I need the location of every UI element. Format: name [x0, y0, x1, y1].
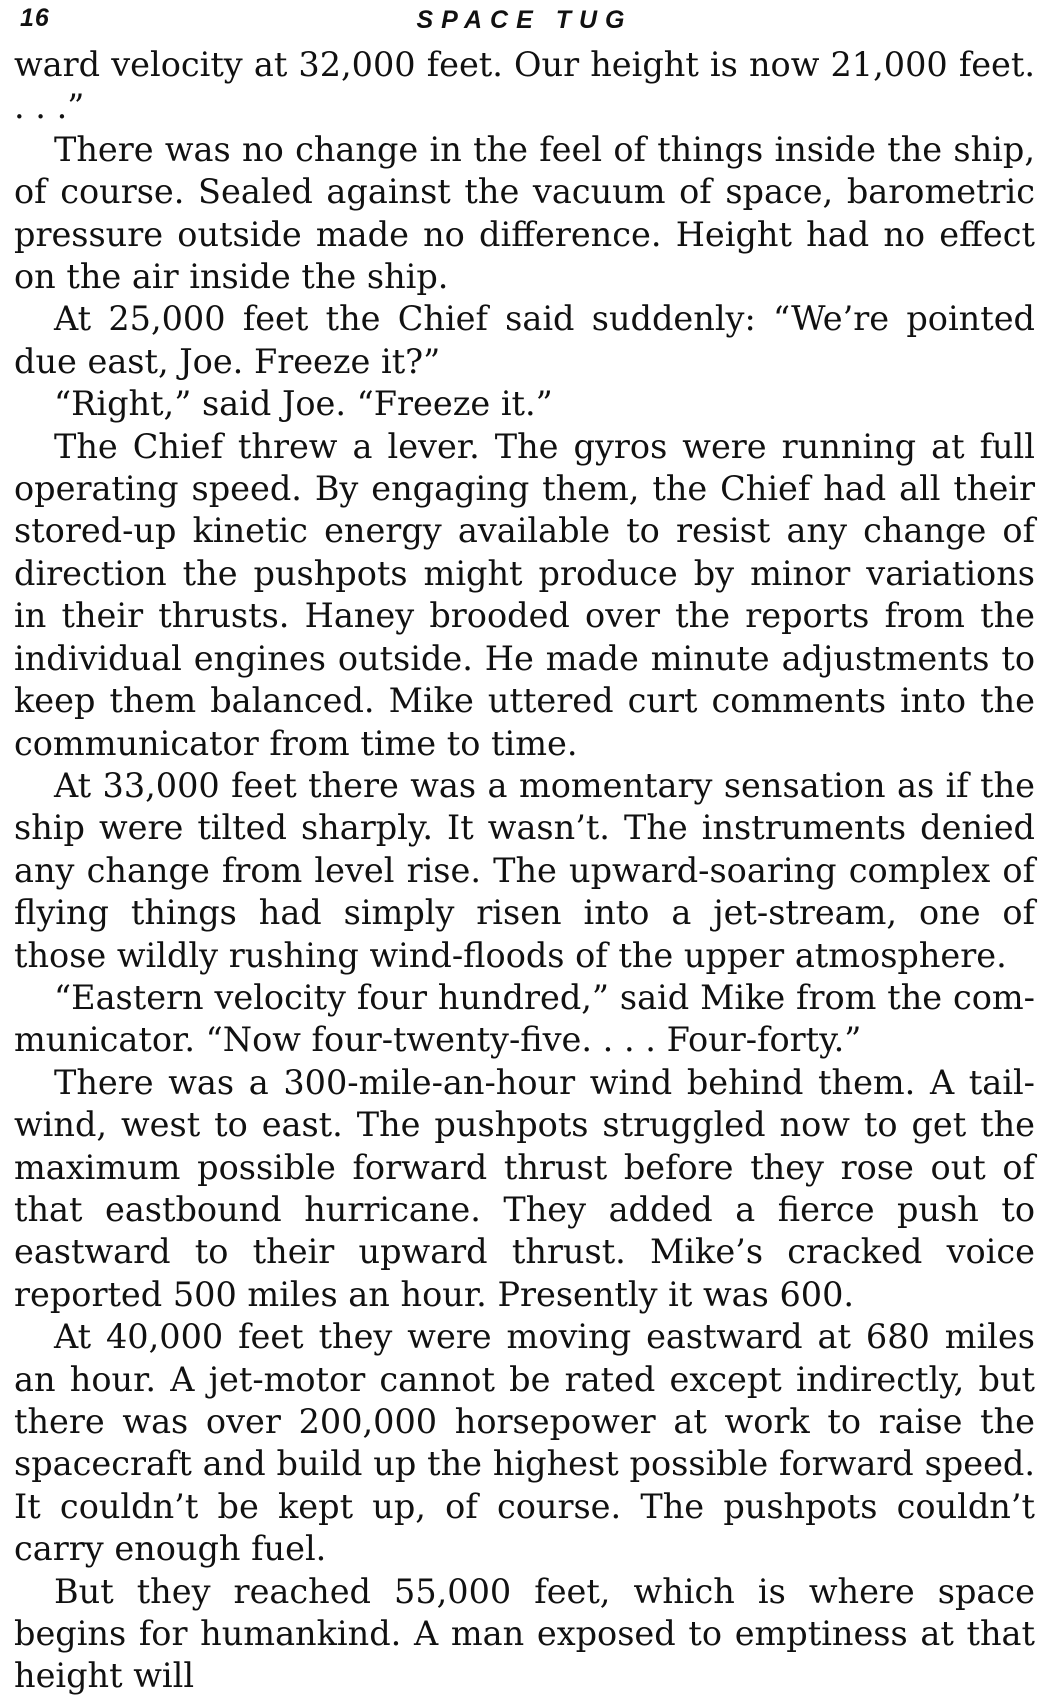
paragraph: But they reached 55,000 feet, which is where space begins for humankind. A man exposed to emptiness at that height will: [14, 1571, 1035, 1696]
body-text: [14, 44, 1035, 1698]
page-number: 16: [20, 4, 50, 32]
paragraph: There was a 300-mile-an-hour wind behind them. A tailwind, west to east. The pushpots struggled now to get the maximum possible forward thrust before they rose out of that eastbound hurricane. They added a fierce push to eastward to their upward thrust. Mike’s cracked voice reported 500 miles an hour. Presently it was 600.: [14, 1062, 1035, 1314]
paragraph: “Eastern velocity four hundred,” said Mike from the communicator. “Now four-twenty-five. . . . Four-forty.”: [14, 977, 1035, 1060]
paragraph: “Right,” said Joe. “Freeze it.”: [54, 384, 553, 424]
book-title: SPACE TUG: [416, 6, 633, 34]
paragraph: The Chief threw a lever. The gyros were running at full operating speed. By engaging them, the Chief had all their stored-up kinetic energy available to resist any change of direction the pushpots might produce by minor variations in their thrusts. Haney brooded over the reports from the individual engines outside. He made minute adjustments to keep them balanced. Mike uttered curt comments into the communicator from time to time.: [14, 426, 1035, 763]
running-head: [14, 0, 1035, 44]
paragraph: There was no change in the feel of things inside the ship, of course. Sealed against the vacuum of space, barometric pressure outside made no difference. Height had no effect on the air inside the ship.: [14, 129, 1035, 297]
paragraph: At 25,000 feet the Chief said suddenly: “We’re pointed due east, Joe. Freeze it?”: [14, 299, 1035, 381]
paragraph: At 40,000 feet they were moving eastward at 680 miles an hour. A jet-motor cannot be rated except indirectly, but there was over 200,000 horsepower at work to raise the spacecraft and build up the highest possible forward speed. It couldn’t be kept up, of course. The pushpots couldn’t carry enough fuel.: [14, 1317, 1035, 1569]
paragraph: ward velocity at 32,000 feet. Our height is now 21,000 feet. . . .”: [14, 45, 1035, 127]
paragraph: At 33,000 feet there was a momentary sensation as if the ship were tilted sharply. It wasn’t. The instruments denied any change from level rise. The upward-soaring complex of flying things had simply risen into a jet-stream, one of those wildly rushing wind-floods of the upper atmosphere.: [14, 765, 1035, 975]
